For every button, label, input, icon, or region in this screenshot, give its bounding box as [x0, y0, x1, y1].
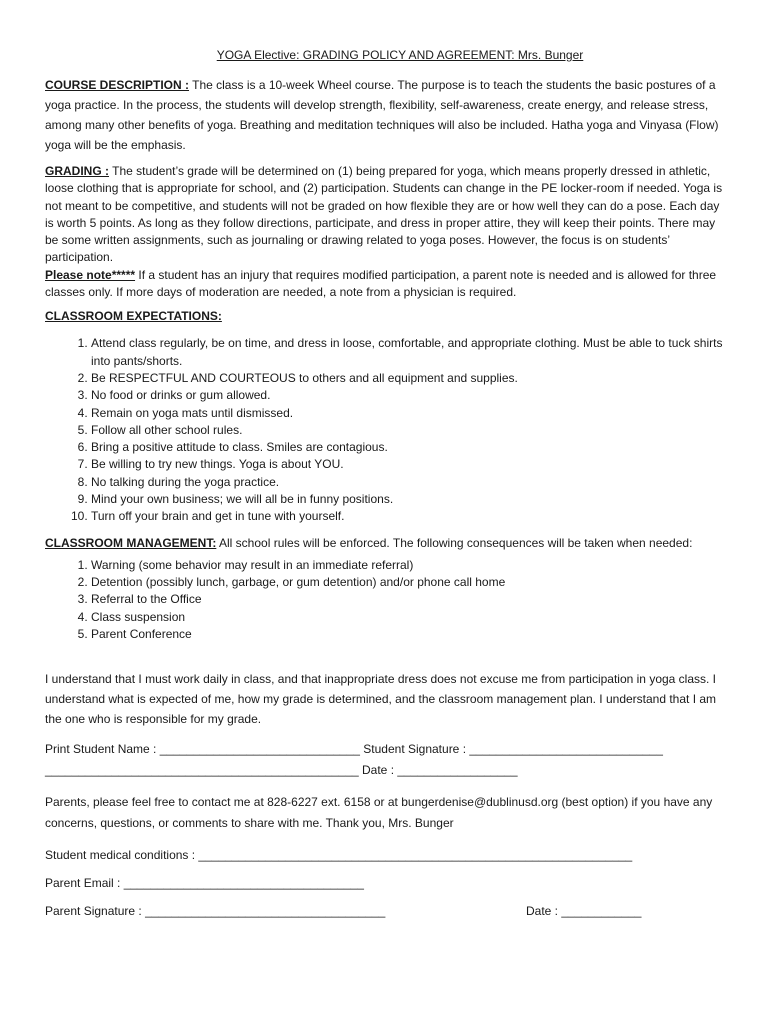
medical-conditions-row [45, 848, 725, 862]
parent-date-field[interactable]: ____________ [561, 904, 642, 919]
list-item: 2. Be RESPECTFUL AND COURTEOUS to others and all equipment and supplies. [91, 370, 725, 387]
student-date-row [45, 760, 725, 781]
course-description [45, 75, 725, 155]
management-heading: CLASSROOM MANAGEMENT: [45, 535, 217, 550]
list-item: 3. No food or drinks or gum allowed. [91, 387, 725, 404]
medical-conditions-field[interactable]: _________________________________________________________________ [198, 848, 633, 863]
grading-text: The student’s grade will be determined on (1) being prepared for yoga, which means properly dressed in athletic, loose clothing that is appropriate for school, and (2) participation. Students can change in the PE locker-room if needed. Yoga is not meant to be competitive, and students will not be graded on how flexible they are or how well they can do a pose. Each day is worth 5 points. As long as they follow directions, participate, and dress in proper attire, they will keep their points. There may be some written assignments, such as journaling or drawing related to yoga poses. However, the focus is on students’ participation. [45, 164, 723, 265]
student-date-label: Date : [358, 763, 398, 778]
list-item: 5. Follow all other school rules. [91, 422, 725, 439]
list-item: 4. Class suspension [91, 609, 725, 626]
grading-note [45, 267, 725, 302]
list-item: 8. No talking during the yoga practice. [91, 474, 725, 491]
list-item: 9. Mind your own business; we will all be in funny positions. [91, 491, 725, 508]
expectations-list [45, 335, 725, 525]
document-page [45, 48, 725, 918]
expectations-heading: CLASSROOM EXPECTATIONS: [45, 309, 222, 324]
list-item: 1. Attend class regularly, be on time, and dress in loose, comfortable, and appropriate clothing. Must be able to tuck shirts into pants/shorts. [91, 335, 725, 370]
grading-label: GRADING : [45, 164, 109, 178]
list-item: 6. Bring a positive attitude to class. Smiles are contagious. [91, 439, 725, 456]
list-item: 2. Detention (possibly lunch, garbage, or gum detention) and/or phone call home [91, 574, 725, 591]
print-name-label: Print Student Name : [45, 742, 160, 757]
grading-note-text: If a student has an injury that requires modified participation, a parent note is needed and is allowed for three classes only. If more days of moderation are needed, a note from a physician is required. [45, 267, 717, 300]
parent-email-row [45, 876, 725, 890]
medical-conditions-label: Student medical conditions : [45, 848, 199, 863]
student-signature-label: Student Signature : [359, 742, 470, 757]
list-item: 7. Be willing to try new things. Yoga is about YOU. [91, 456, 725, 473]
list-item: 4. Remain on yoga mats until dismissed. [91, 405, 725, 422]
grading-note-label: Please note***** [45, 267, 136, 282]
list-item: 5. Parent Conference [91, 626, 725, 643]
parent-signature-field[interactable]: ____________________________________ [145, 904, 386, 919]
parent-email-field[interactable]: ____________________________________ [123, 876, 364, 891]
parent-date-label: Date : [526, 904, 562, 919]
list-item: 1. Warning (some behavior may result in an immediate referral) [91, 557, 725, 574]
student-signature-field[interactable]: _____________________________ [469, 742, 663, 757]
course-description-text: The class is a 10-week Wheel course. The purpose is to teach the students the basic postures of a yoga practice. In the process, the students will develop strength, flexibility, self-awareness, create energy, and release stress, among many other benefits of yoga. Breathing and meditation techniques will also be included. Hatha yoga and Vinyasa (Flow) yoga will be the emphasis. [45, 78, 719, 152]
parent-signature-row [45, 904, 725, 918]
document-title: YOGA Elective: GRADING POLICY AND AGREEMENT: Mrs. Bunger [216, 48, 584, 62]
management-intro: All school rules will be enforced. The following consequences will be taken when needed: [216, 535, 693, 550]
management-section [45, 536, 725, 550]
signature-line-field[interactable]: _______________________________________________ [45, 763, 359, 778]
print-name-field[interactable]: ______________________________ [159, 742, 360, 757]
contact-paragraph: Parents, please feel free to contact me at 828-6227 ext. 6158 or at bungerdenise@dublinusd.org (best option) if you have any concerns, questions, or comments to share with me. Thank you, Mrs. Bunger [45, 795, 713, 831]
expectations-section [45, 309, 725, 323]
understanding-statement: I understand that I must work daily in class, and that inappropriate dress does not excuse me from participation in yoga class. I understand what is expected of me, how my grade is determined, and the classroom management plan. I understand that I am the one who is responsible for my grade. [45, 672, 717, 727]
management-list [45, 557, 725, 643]
student-signature-row [45, 739, 725, 760]
list-item: 10. Turn off your brain and get in tune with yourself. [91, 508, 725, 525]
parent-date-group [526, 904, 641, 918]
list-item: 3. Referral to the Office [91, 591, 725, 608]
parent-signature-label: Parent Signature : [45, 904, 146, 919]
student-date-field[interactable]: __________________ [397, 763, 518, 778]
parent-email-label: Parent Email : [45, 876, 124, 891]
student-signature-block [45, 739, 725, 781]
course-description-label: COURSE DESCRIPTION : [45, 78, 190, 92]
grading-section [45, 163, 725, 267]
